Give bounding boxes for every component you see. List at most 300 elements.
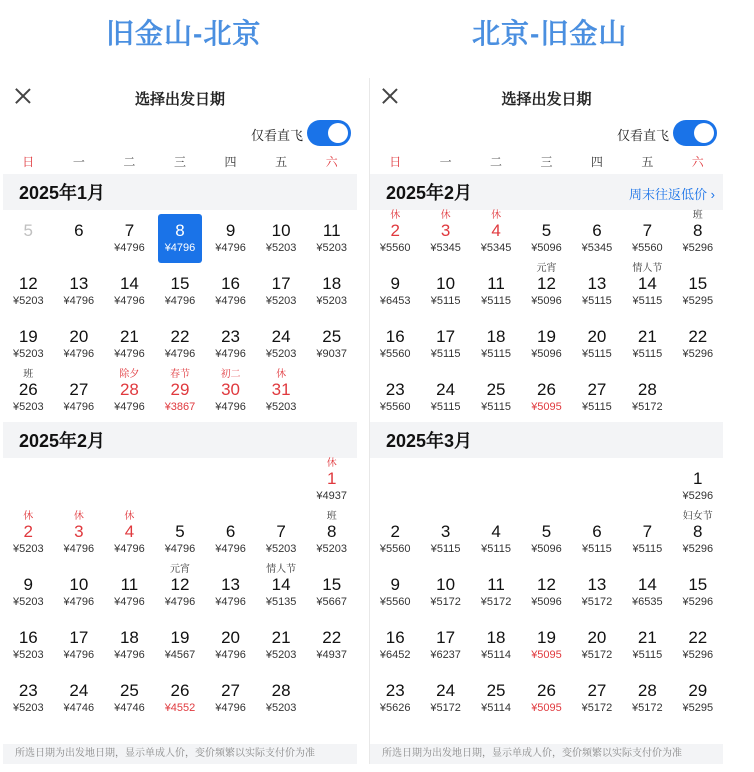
day-cell[interactable]	[673, 670, 723, 723]
day-price: ¥5172	[632, 401, 663, 413]
day-number: 4	[124, 522, 135, 541]
day-number: 5	[541, 221, 552, 240]
day-cell[interactable]	[572, 369, 622, 422]
day-number: 24	[69, 681, 89, 700]
day-number: 26	[537, 681, 556, 700]
direct-only-label: 仅看直飞	[616, 128, 669, 143]
day-cell[interactable]	[370, 316, 420, 369]
day-price: ¥5115	[481, 295, 511, 307]
day-cell[interactable]	[256, 670, 307, 723]
month-header	[370, 422, 723, 458]
day-cell[interactable]	[54, 564, 105, 617]
day-cell[interactable]	[3, 263, 54, 316]
day-cell[interactable]	[673, 458, 723, 511]
day-number: 25	[119, 681, 139, 700]
day-price: ¥4796	[215, 649, 246, 661]
day-cell[interactable]	[104, 210, 155, 263]
day-cell[interactable]	[370, 263, 420, 316]
day-cell[interactable]	[370, 670, 420, 723]
day-cell[interactable]	[622, 617, 672, 670]
day-cell[interactable]	[104, 617, 155, 670]
weekday-label: 六	[325, 154, 338, 169]
day-cell[interactable]	[420, 263, 470, 316]
day-cell[interactable]	[521, 210, 571, 263]
day-cell[interactable]	[3, 670, 54, 723]
day-cell[interactable]	[3, 316, 54, 369]
day-cell[interactable]	[54, 263, 105, 316]
holiday-tag: 元宵	[536, 263, 557, 274]
direct-only-row	[3, 118, 357, 148]
day-cell[interactable]	[370, 617, 420, 670]
day-cell[interactable]	[622, 316, 672, 369]
calendar-panel-outbound	[3, 78, 357, 764]
day-cell[interactable]	[205, 369, 256, 422]
day-number: 14	[637, 575, 657, 594]
day-price: ¥5096	[531, 242, 562, 254]
holiday-tag: 初二	[220, 369, 241, 380]
day-price: ¥4796	[215, 596, 246, 608]
day-cell[interactable]	[420, 511, 470, 564]
day-number: 1	[693, 469, 703, 488]
day-number: 22	[688, 327, 708, 346]
day-price: ¥5203	[265, 543, 297, 555]
weekday-label: 四	[590, 154, 603, 169]
day-number: 23	[385, 681, 405, 700]
day-cell[interactable]	[471, 564, 521, 617]
day-number: 2	[390, 522, 400, 541]
day-cell[interactable]	[572, 263, 622, 316]
empty-day-cell	[3, 458, 54, 511]
day-cell[interactable]	[155, 511, 206, 564]
day-number: 27	[221, 681, 241, 700]
day-price: ¥4567	[164, 649, 196, 661]
weekday-label: 日	[389, 154, 402, 169]
day-price: ¥5626	[379, 702, 411, 714]
day-price: ¥5203	[265, 649, 297, 661]
day-cell[interactable]	[471, 617, 521, 670]
day-number: 31	[271, 380, 291, 399]
day-price: ¥5203	[12, 295, 44, 307]
day-price: ¥5203	[265, 401, 297, 413]
day-price: ¥4796	[63, 543, 95, 555]
day-price: ¥5296	[682, 242, 714, 254]
weekday-header	[370, 148, 723, 174]
route-title-sfo-bjs: 旧金山-北京	[106, 18, 262, 49]
day-number: 17	[69, 628, 89, 647]
day-cell[interactable]	[306, 458, 357, 511]
day-price: ¥5203	[316, 543, 347, 555]
day-price: ¥6535	[632, 596, 663, 608]
empty-day-cell	[521, 458, 571, 511]
month-title: 2025年2月	[19, 431, 106, 451]
day-price: ¥5172	[581, 649, 613, 661]
day-cell[interactable]	[256, 511, 307, 564]
direct-only-toggle[interactable]	[307, 120, 351, 146]
day-number: 20	[221, 628, 241, 647]
day-cell[interactable]	[521, 369, 571, 422]
empty-day-cell	[54, 458, 105, 511]
day-cell[interactable]	[205, 210, 256, 263]
day-cell[interactable]	[572, 210, 622, 263]
day-cell[interactable]	[420, 617, 470, 670]
day-number: 17	[271, 274, 291, 293]
day-price: ¥6453	[379, 295, 411, 307]
empty-day-cell	[572, 458, 622, 511]
day-cell[interactable]	[256, 564, 307, 617]
day-number: 7	[642, 221, 653, 240]
day-number: 18	[486, 628, 506, 647]
day-price: ¥4796	[215, 702, 246, 714]
day-cell[interactable]	[104, 511, 155, 564]
day-cell[interactable]	[521, 316, 571, 369]
day-cell[interactable]	[3, 564, 54, 617]
weekday-label: 三	[540, 154, 553, 169]
day-number: 24	[436, 681, 456, 700]
day-cell[interactable]	[54, 617, 105, 670]
day-cell[interactable]	[306, 316, 357, 369]
day-number: 14	[271, 575, 291, 594]
holiday-tag: 休	[124, 511, 135, 522]
day-cell[interactable]	[3, 511, 54, 564]
weekday-label: 四	[224, 154, 237, 169]
day-cell[interactable]	[155, 263, 206, 316]
day-cell[interactable]	[622, 511, 672, 564]
day-cell[interactable]	[521, 670, 571, 723]
day-number: 14	[637, 274, 657, 293]
empty-day-cell	[420, 458, 470, 511]
holiday-tag: 妇女节	[682, 511, 713, 522]
day-price: ¥5172	[581, 596, 613, 608]
day-cell[interactable]	[471, 316, 521, 369]
day-cell[interactable]	[256, 210, 307, 263]
day-cell[interactable]	[205, 263, 256, 316]
day-price: ¥5203	[12, 348, 44, 360]
panel-header	[370, 78, 723, 118]
day-number: 13	[221, 575, 241, 594]
day-cell[interactable]	[205, 564, 256, 617]
day-cell	[3, 210, 54, 263]
day-price: ¥4796	[215, 295, 246, 307]
day-price: ¥3867	[164, 401, 196, 413]
weekday-header	[3, 148, 357, 174]
day-cell[interactable]	[104, 670, 155, 723]
day-cell[interactable]	[256, 316, 307, 369]
day-number: 13	[587, 575, 607, 594]
day-cell[interactable]	[104, 564, 155, 617]
month-day-grid	[3, 458, 357, 723]
day-price: ¥4796	[63, 649, 95, 661]
holiday-tag: 休	[23, 511, 34, 522]
day-number: 11	[487, 274, 505, 293]
day-number: 24	[436, 380, 456, 399]
day-cell[interactable]	[673, 564, 723, 617]
day-price: ¥5172	[430, 702, 461, 714]
month-day-grid	[3, 210, 357, 422]
day-number: 29	[170, 380, 190, 399]
weekday-label: 五	[275, 154, 288, 169]
day-price: ¥5114	[481, 649, 511, 661]
day-cell[interactable]	[54, 670, 105, 723]
day-cell[interactable]	[104, 316, 155, 369]
day-cell[interactable]	[572, 617, 622, 670]
day-cell[interactable]	[205, 511, 256, 564]
weekend-roundtrip-link[interactable]: 周末往返低价 ›	[629, 187, 715, 202]
day-cell[interactable]	[370, 564, 420, 617]
day-number: 10	[436, 575, 456, 594]
day-number: 20	[587, 327, 607, 346]
day-cell[interactable]	[306, 564, 357, 617]
day-price: ¥5203	[265, 348, 297, 360]
holiday-tag: 班	[23, 369, 34, 380]
day-number: 25	[486, 681, 506, 700]
day-price: ¥4796	[63, 596, 95, 608]
day-price: ¥5295	[682, 295, 714, 307]
day-price: ¥5095	[531, 702, 562, 714]
day-cell[interactable]	[572, 564, 622, 617]
day-cell[interactable]	[622, 263, 672, 316]
day-number: 25	[322, 327, 342, 346]
day-cell[interactable]	[306, 210, 357, 263]
route-title-bjs-sfo: 北京-旧金山	[472, 18, 628, 49]
day-price: ¥5096	[531, 543, 562, 555]
day-cell[interactable]	[572, 316, 622, 369]
holiday-tag: 情人节	[266, 564, 297, 575]
day-price: ¥5203	[12, 596, 44, 608]
day-price: ¥5296	[682, 649, 714, 661]
day-number: 7	[642, 522, 653, 541]
day-number: 15	[688, 575, 708, 594]
day-cell[interactable]	[521, 617, 571, 670]
day-cell[interactable]	[54, 210, 105, 263]
holiday-tag: 班	[326, 511, 337, 522]
day-cell[interactable]	[521, 263, 571, 316]
day-cell[interactable]	[471, 670, 521, 723]
day-number: 22	[688, 628, 708, 647]
day-cell[interactable]	[673, 263, 723, 316]
day-cell[interactable]	[155, 369, 206, 422]
day-cell[interactable]	[205, 617, 256, 670]
day-cell[interactable]	[256, 617, 307, 670]
day-cell[interactable]	[104, 369, 155, 422]
day-price: ¥5560	[379, 543, 411, 555]
day-number: 12	[537, 274, 556, 293]
day-price: ¥4796	[114, 543, 145, 555]
day-price: ¥5345	[581, 242, 613, 254]
day-number: 1	[326, 469, 337, 488]
empty-day-cell	[155, 458, 206, 511]
day-price: ¥5115	[582, 348, 612, 360]
day-price: ¥5096	[531, 295, 562, 307]
day-number: 9	[390, 575, 400, 594]
day-price: ¥5667	[316, 596, 347, 608]
day-price: ¥5203	[316, 242, 347, 254]
day-number: 28	[637, 681, 657, 700]
holiday-tag: 休	[440, 210, 451, 221]
day-number: 16	[385, 628, 405, 647]
day-cell[interactable]	[54, 316, 105, 369]
day-cell[interactable]	[673, 316, 723, 369]
day-cell[interactable]	[572, 511, 622, 564]
day-price: ¥4552	[164, 702, 196, 714]
day-number: 21	[637, 628, 657, 647]
day-price: ¥5203	[265, 295, 297, 307]
empty-day-cell	[205, 458, 256, 511]
day-price: ¥5296	[682, 490, 714, 502]
day-cell[interactable]	[420, 564, 470, 617]
day-cell[interactable]	[370, 369, 420, 422]
month-day-grid	[370, 210, 723, 422]
day-price: ¥5203	[265, 242, 297, 254]
day-cell[interactable]	[471, 511, 521, 564]
day-cell[interactable]	[256, 369, 307, 422]
day-number: 4	[491, 221, 501, 240]
day-cell[interactable]	[155, 564, 206, 617]
day-number: 21	[271, 628, 291, 647]
day-number: 19	[537, 628, 556, 647]
day-cell[interactable]	[420, 670, 470, 723]
day-price: ¥5115	[430, 348, 461, 360]
day-cell[interactable]	[622, 670, 672, 723]
day-price: ¥5560	[379, 348, 411, 360]
holiday-tag: 休	[326, 458, 337, 469]
day-cell[interactable]	[306, 511, 357, 564]
day-number: 10	[271, 221, 291, 240]
day-number: 24	[271, 327, 291, 346]
day-price: ¥5115	[582, 543, 612, 555]
day-cell[interactable]	[3, 617, 54, 670]
day-cell[interactable]	[622, 564, 672, 617]
day-cell[interactable]	[673, 617, 723, 670]
direct-only-row	[370, 118, 723, 148]
day-price: ¥5203	[12, 401, 44, 413]
day-price: ¥5172	[430, 596, 461, 608]
day-number: 16	[18, 628, 38, 647]
day-cell[interactable]	[155, 316, 206, 369]
day-cell[interactable]	[420, 369, 470, 422]
day-cell[interactable]	[622, 369, 672, 422]
day-price: ¥6452	[379, 649, 411, 661]
day-price: ¥4796	[215, 543, 246, 555]
month-title: 2025年3月	[386, 431, 473, 451]
day-price: ¥5172	[632, 702, 663, 714]
day-cell[interactable]	[471, 263, 521, 316]
day-number: 27	[587, 380, 607, 399]
day-number: 30	[221, 380, 241, 399]
direct-only-toggle[interactable]	[673, 120, 717, 146]
weekday-label: 六	[691, 154, 704, 169]
month-title: 2025年2月	[386, 183, 473, 203]
weekday-label: 二	[123, 154, 136, 169]
day-number: 19	[18, 327, 38, 346]
footer-note: 所选日期为出发地日期，显示单成人价，变价频繁以实际支付价为准	[370, 744, 723, 764]
day-number: 7	[124, 221, 135, 240]
day-number: 11	[120, 575, 139, 594]
weekday-label: 一	[439, 154, 452, 169]
day-number: 17	[436, 327, 456, 346]
day-cell[interactable]	[306, 263, 357, 316]
day-number: 15	[322, 575, 342, 594]
day-price: ¥4796	[164, 543, 196, 555]
day-price: ¥4796	[114, 295, 145, 307]
day-number: 27	[587, 681, 607, 700]
day-cell[interactable]	[420, 316, 470, 369]
day-cell[interactable]	[471, 210, 521, 263]
day-price: ¥4796	[114, 348, 145, 360]
day-cell[interactable]	[572, 670, 622, 723]
day-cell[interactable]	[306, 617, 357, 670]
month-title: 2025年1月	[19, 183, 106, 203]
day-number: 29	[688, 681, 708, 700]
day-cell[interactable]	[471, 369, 521, 422]
direct-only-label: 仅看直飞	[250, 128, 303, 143]
day-cell[interactable]	[673, 210, 723, 263]
day-cell[interactable]	[3, 369, 54, 422]
weekday-label: 三	[173, 154, 186, 169]
day-cell[interactable]	[622, 210, 672, 263]
day-price: ¥5115	[632, 543, 663, 555]
day-price: ¥5095	[531, 401, 562, 413]
day-cell[interactable]	[54, 369, 105, 422]
day-number: 9	[225, 221, 236, 240]
day-price: ¥5203	[265, 702, 297, 714]
day-cell[interactable]	[205, 316, 256, 369]
day-price: ¥5296	[682, 543, 714, 555]
day-number: 3	[440, 221, 451, 240]
day-cell[interactable]	[370, 210, 420, 263]
day-number: 18	[322, 274, 342, 293]
day-number: 8	[693, 522, 703, 541]
day-price: ¥5203	[12, 543, 44, 555]
holiday-tag: 春节	[169, 369, 190, 380]
day-price: ¥4796	[114, 596, 145, 608]
day-cell[interactable]	[155, 617, 206, 670]
day-price: ¥4796	[164, 348, 196, 360]
day-cell[interactable]	[370, 511, 420, 564]
day-number: 19	[537, 327, 556, 346]
toggle-knob	[694, 123, 714, 143]
holiday-tag: 休	[73, 511, 84, 522]
day-price: ¥5115	[582, 401, 612, 413]
empty-day-cell	[370, 458, 420, 511]
day-cell[interactable]	[420, 210, 470, 263]
day-number: 3	[440, 522, 451, 541]
day-cell[interactable]	[521, 564, 571, 617]
empty-day-cell	[471, 458, 521, 511]
day-cell[interactable]	[673, 511, 723, 564]
day-price: ¥5095	[531, 649, 562, 661]
day-price: ¥5114	[481, 702, 511, 714]
day-cell[interactable]	[256, 263, 307, 316]
day-cell[interactable]	[521, 511, 571, 564]
day-cell[interactable]	[155, 670, 206, 723]
day-number: 21	[119, 327, 139, 346]
selected-day-cell[interactable]	[158, 214, 203, 263]
day-number: 11	[322, 221, 341, 240]
empty-day-cell	[104, 458, 155, 511]
day-number: 26	[537, 380, 556, 399]
day-price: ¥5115	[481, 401, 511, 413]
day-number: 7	[276, 522, 286, 541]
day-cell[interactable]	[54, 511, 105, 564]
day-cell[interactable]	[205, 670, 256, 723]
day-price: ¥6237	[430, 649, 461, 661]
panel-title: 选择出发日期	[134, 91, 225, 108]
holiday-tag: 除夕	[119, 369, 140, 380]
day-cell[interactable]	[104, 263, 155, 316]
holiday-tag: 情人节	[632, 263, 663, 274]
day-price: ¥4796	[215, 401, 246, 413]
day-price: ¥5096	[531, 596, 562, 608]
